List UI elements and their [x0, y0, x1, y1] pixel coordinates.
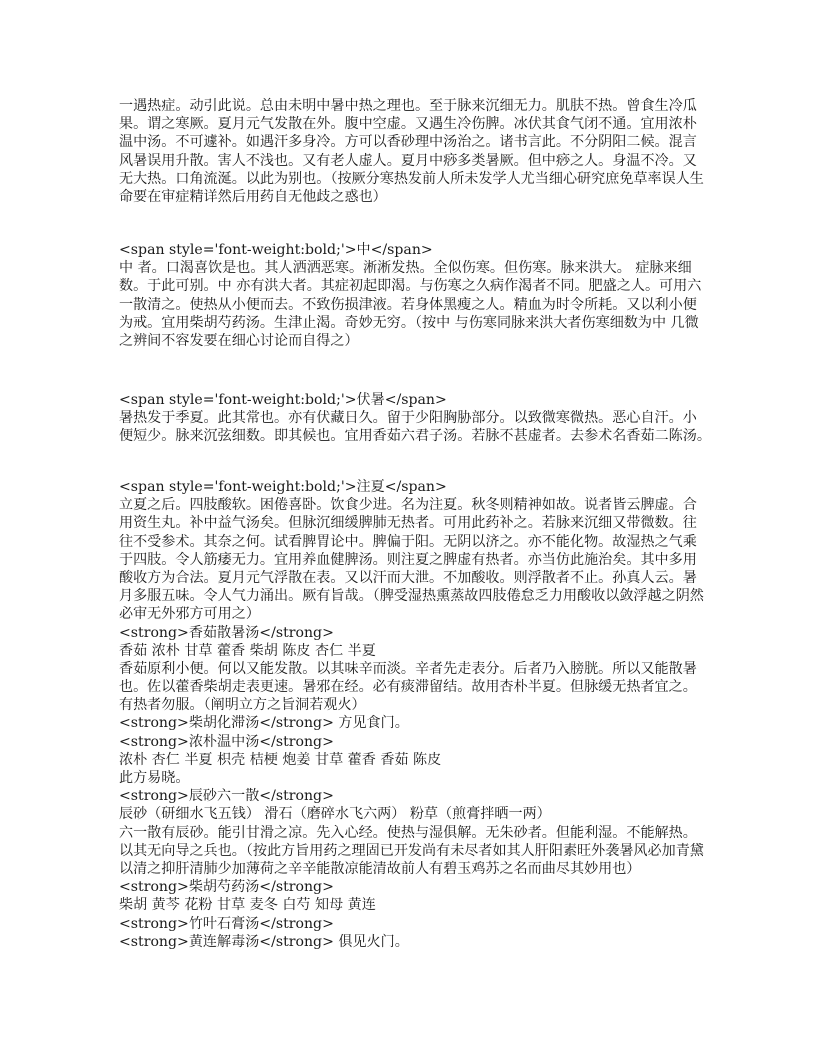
- text-line: 有热者勿服。（阐明立方之旨洞若观火）: [119, 697, 366, 714]
- text-line: 也。佐以藿香柴胡走表更速。暑邪在经。必有痰滞留结。故用杏朴半夏。但脉缓无热者宜之。: [119, 679, 697, 696]
- section-intro: [119, 97, 709, 206]
- section-heading: <span style='font-weight:bold;'>中</span>: [119, 242, 433, 258]
- text-line: 香茹原利小便。何以又能发散。以其味辛而淡。辛者先走表分。后者乃入膀胱。所以又能散暑: [119, 660, 697, 677]
- text-line: 之辨间不容发要在细心讨论而自得之）: [119, 332, 359, 349]
- text-line: 用资生丸。补中益气汤矣。但脉沉细缓脾肺无热者。可用此药补之。若脉来沉细又带微数。往: [119, 515, 697, 532]
- text-line: 于四肢。令人筋痿无力。宜用养血健脾汤。则注夏之脾虚有热者。亦当仿此施治矣。其中多用: [119, 551, 697, 568]
- text-line: 必审无外邪方可用之）: [119, 606, 260, 623]
- text-line: <strong>浓朴温中汤</strong>: [119, 733, 334, 750]
- text-line: 立夏之后。四肢酸软。困倦喜卧。饮食少进。名为注夏。秋冬则精神如故。说者皆云脾虚。合: [119, 497, 697, 514]
- text-line: 酸收方为合法。夏月元气浮散在表。又以汗而大泄。不加酸收。则浮散者不止。孙真人云。暑: [119, 569, 697, 586]
- text-line: 浓朴 杏仁 半夏 枳壳 桔梗 炮姜 甘草 藿香 香茹 陈皮: [119, 751, 442, 768]
- text-line: 以其无向导之兵也。（按此方旨用药之理固已开发尚有未尽者如其人肝阳素旺外袭暑风必加青黛: [119, 842, 704, 859]
- text-line: 一遇热症。动引此说。总由未明中暑中热之理也。至于脉来沉细无力。肌肤不热。曾食生冷瓜: [119, 98, 697, 114]
- section-fushu: [119, 391, 709, 446]
- text-line: 一散清之。使热从小便而去。不致伤损津液。若身体黑瘦之人。精血为时令所耗。又以利小便: [119, 296, 697, 313]
- text-line: 为戒。宜用柴胡芍药汤。生津止渴。奇妙无穷。（按中 与伤寒同脉来洪大者伤寒细数为中 几微: [119, 314, 699, 331]
- text-line: 月多服五味。令人气力涌出。厥有旨哉。（脾受湿热熏蒸故四肢倦怠乏力用酸收以敛浮越之阴然: [119, 588, 704, 605]
- text-line: <strong>辰砂六一散</strong>: [119, 788, 334, 805]
- text-line: 六一散有辰砂。能引甘滑之凉。先入心经。使热与湿俱解。无朱砂者。但能利湿。不能解热。: [119, 824, 697, 841]
- text-line: 中 者。口渴喜饮是也。其人洒洒恶寒。淅淅发热。全似伤寒。但伤寒。脉来洪大。 症脉来细: [119, 260, 692, 277]
- text-line: 命要在审症精详然后用药自无他歧之惑也）: [119, 188, 387, 205]
- text-line: 以清之抑肝清肺少加薄荷之辛辛能散凉能清故前人有碧玉鸡苏之名而曲尽其妙用也）: [119, 860, 641, 877]
- text-line: 香茹 浓朴 甘草 藿香 柴胡 陈皮 杏仁 半夏: [119, 642, 376, 659]
- text-line: 暑热发于季夏。此其常也。亦有伏藏日久。留于少阳胸胁部分。以致微寒微热。恶心自汗。小: [119, 410, 697, 427]
- text-line: <strong>柴胡芍药汤</strong>: [119, 879, 334, 896]
- section-zhuxia: [119, 478, 709, 951]
- text-line: 此方易晓。: [119, 770, 190, 786]
- text-line: 柴胡 黄芩 花粉 甘草 麦冬 白芍 知母 黄连: [119, 897, 376, 914]
- text-line: <strong>香茹散暑汤</strong>: [119, 624, 334, 641]
- section-heading: <span style='font-weight:bold;'>伏暑</span>: [119, 392, 447, 408]
- section-zhong: [119, 241, 709, 350]
- text-line: <strong>柴胡化滞汤</strong> 方见食门。: [119, 715, 409, 732]
- text-line: 果。谓之寒厥。夏月元气发散在外。腹中空虚。又遇生冷伤脾。冰伏其食气闭不通。宜用浓朴: [119, 116, 697, 133]
- section-heading: <span style='font-weight:bold;'>注夏</span>: [119, 479, 447, 495]
- text-line: 温中汤。不可遽补。如遇汗多身冷。方可以香砂理中汤治之。诸书言此。不分阴阳二候。混言: [119, 134, 697, 151]
- text-line: 数。于此可别。中 亦有洪大者。其症初起即渴。与伤寒之久病作渴者不同。肥盛之人。可用六: [119, 278, 702, 295]
- text-line: 风暑误用升散。害人不浅也。又有老人虚人。夏月中痧多类暑厥。但中痧之人。身温不冷。又: [119, 152, 697, 169]
- text-line: 往不受参术。其奈之何。试看脾胃论中。脾偏于阳。无阴以济之。亦不能化物。故湿热之气乘: [119, 533, 697, 550]
- text-line: 辰砂（研细水飞五钱） 滑石（磨碎水飞六两） 粉草（煎膏拌晒一两）: [119, 806, 551, 823]
- text-line: <strong>竹叶石膏汤</strong>: [119, 915, 334, 932]
- text-line: 无大热。口角流涎。以此为别也。（按厥分寒热发前人所未发学人尤当细心研究庶免草率误人生: [119, 170, 704, 187]
- text-line: 便短少。脉来沉弦细数。即其候也。宜用香茹六君子汤。若脉不甚虚者。去参术名香茹二陈汤。: [119, 428, 711, 445]
- text-line: <strong>黄连解毒汤</strong> 俱见火门。: [119, 933, 409, 950]
